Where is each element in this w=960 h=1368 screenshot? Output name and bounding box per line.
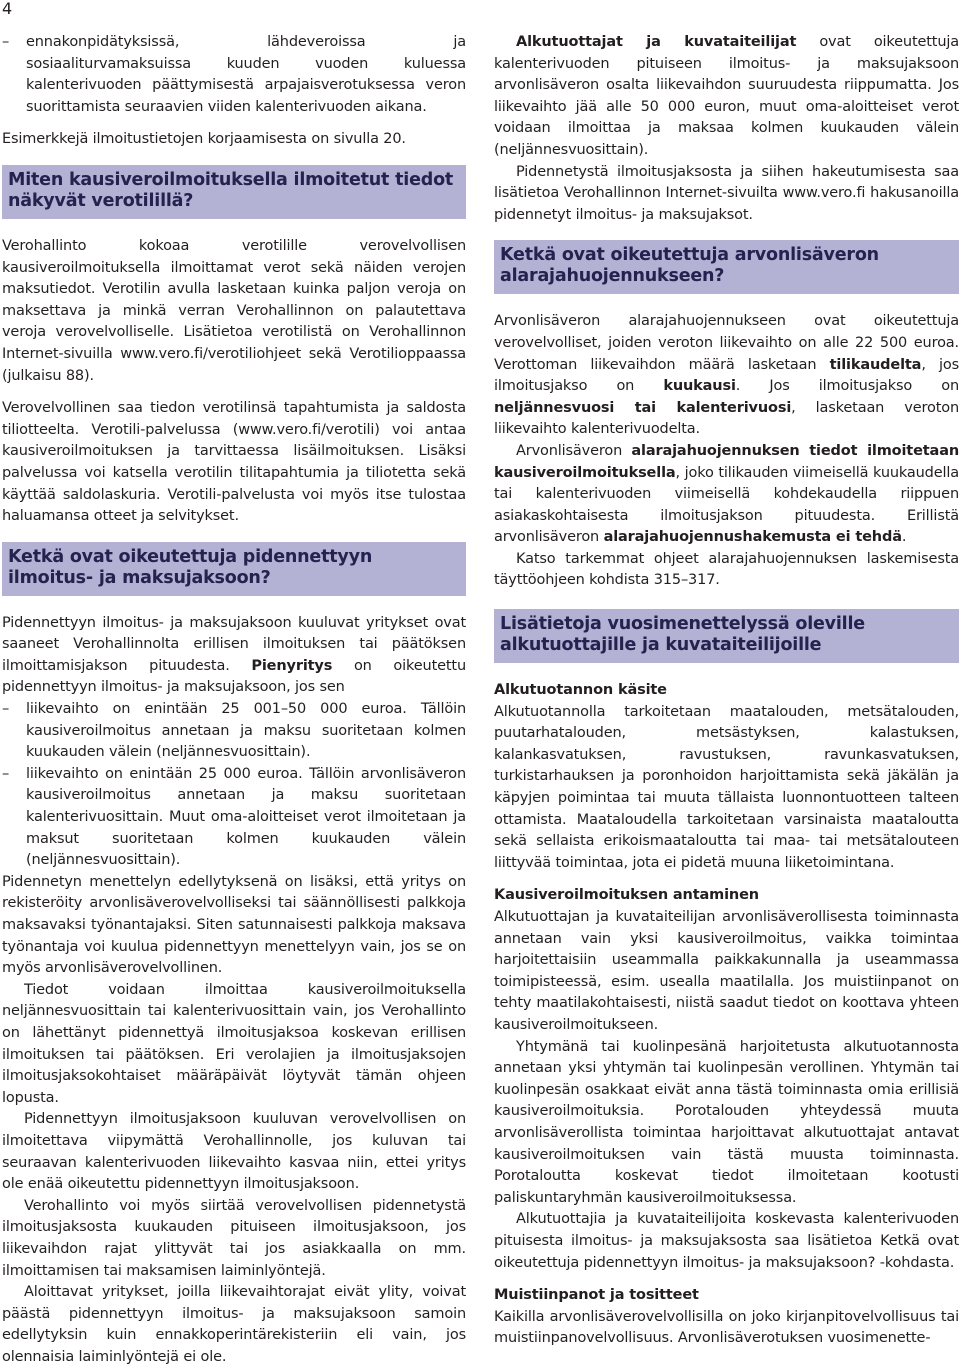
paragraph: Aloittavat yritykset, joilla liikevaihtorajat eivät ylity, voivat päästä pidennettyyn ilmoitus- ja maksujaksoon samoin edellytyksin kuin ennakkoperintärekisteriin eli vain, jos olennaisia laiminlyöntejä ei ole. bbox=[2, 1284, 466, 1365]
paragraph: Verohallinto voi myös siirtää verovelvollisen pidennetystä ilmoitusjaksosta kuukauden pituiseen ilmoitusjaksoon, jos liikevaihdon rajat ylittyvät tai jos asiakkaalla on mm. ilmoittamisen tai maksamisen laiminlyöntejä. bbox=[2, 1197, 466, 1279]
section-heading: Miten kausiveroilmoituksella ilmoitetut tiedot näkyvät verotilillä? bbox=[2, 165, 466, 219]
list-item: – ennakonpidätyksissä, lähdeveroissa ja sosiaaliturvamaksuissa kuuden vuoden kuluessa kalenterivuoden päättymisestä arpajaisverotuksessa veron suorittamista seuraavien viiden kalenterivuoden aikana. bbox=[2, 32, 466, 118]
list-item: – liikevaihto on enintään 25 000 euroa. Tällöin arvonlisäveron kausiveroilmoitus annetaan ja maksu suoritetaan kalenterivuosittain. Muut oma-aloitteiset verot ilmoitetaan ja maksut suoritetaan kolmen kuukauden välein (neljännesvuosittain). bbox=[2, 764, 466, 872]
section-heading: Ketkä ovat oikeutettuja arvonlisäveron alarajahuojennukseen? bbox=[494, 240, 959, 294]
intro-note: Esimerkkejä ilmoitustietojen korjaamisesta on sivulla 20. bbox=[2, 131, 406, 148]
intro-list bbox=[2, 32, 466, 118]
paragraph: Pidennettyyn ilmoitus- ja maksujaksoon kuuluvat yritykset ovat saaneet Verohallinnolta erillisen ilmoituksen tai päätöksen ilmoittamisjakson pituudesta. Pienyritys on oikeutettu pidennettyyn ilmoitus- ja maksujaksoon, jos sen bbox=[2, 614, 466, 696]
paragraph: Yhtymänä tai kuolinpesänä harjoitetusta alkutuotannosta annetaan yksi yhtymän tai kuolinpesän verollinen. Yhtymän tai kuolinpesän osakkaat eivät anna tästä toiminnasta omia erillisiä kausiveroilmoituksia. Porotalouden yhteydessä muuta arvonlisäverollista toimintaa harjoittavat alkutuottajat antavat kausiveroilmoituksen vain tästä muusta toiminnasta. Porotaloutta koskevat tiedot ilmoitetaan kootusti paliskuntaryhmän kausiveroilmoituksessa. bbox=[494, 1038, 959, 1206]
paragraph: Pidennetyn menettelyn edellytyksenä on lisäksi, että yritys on rekisteröity arvonlisäverovelvolliseksi tai säännöllisesti palkkoja maksavaksi työnantajaksi. Siten satunnaisesti palkkoja maksava työnantaja voi kuulua pidennettyyn menettelyyn vain, jos se on myös arvonlisäverovelvollinen. bbox=[2, 873, 466, 977]
paragraph: Alkutuotannolla tarkoitetaan maatalouden, metsätalouden, puutarhatalouden, metsästyksen, kalastuksen, kalankasvatuksen, ravustuksen, ravunkasvatuksen, turkistarhauksen ja poronhoidon harjoittamista sekä jäkälän ja käpyjen poimintaa tai muuta tällaista luonnontuotteen talteen ottamista. Maataloudella tarkoitetaan varsinaista maataloutta sekä sellaista erikoismaataloutta tai maa- tai metsätalouteen liittyvää toimintaa, jota ei pidetä muuna liiketoimintana. bbox=[494, 703, 959, 871]
section-heading: Ketkä ovat oikeutettuja pidennettyyn ilmoitus- ja maksujaksoon? bbox=[2, 542, 466, 596]
paragraph: Verohallinto kokoaa verotilille verovelvollisen kausiveroilmoituksella ilmoittamat verot sekä näiden verojen maksutiedot. Verotilin avulla lasketaan kuinka paljon veroja on maksettava ja minkä verran Verohallinnon on palautettava veroja verovelvolliselle. Lisätietoa verotilistä on Verohallinnon Internet-sivuilla www.vero.fi/verotiliohjeet sekä Verotilioppaassa (julkaisu 88). bbox=[2, 237, 466, 384]
paragraph: Alkutuottajia ja kuvataiteilijoita koskevasta kalenterivuoden pituisesta ilmoitus- ja maksujaksosta saa lisätietoa Ketkä ovat oikeutettuja pidennettyyn ilmoitus- ja maksujaksoon? -kohdasta. bbox=[494, 1211, 959, 1271]
paragraph: Pidennettyyn ilmoitusjaksoon kuuluvan verovelvollisen on ilmoitettava viipymättä Verohallinnolle, jos kuluvan tai seuraavan kalenterivuoden liikevaihto kasvaa niin, ettei yritys ole enää oikeutettu pidennettyyn ilmoitusjaksoon. bbox=[2, 1111, 466, 1193]
section-heading: Lisätietoja vuosimenettelyssä oleville alkutuottajille ja kuvataiteilijoille bbox=[494, 609, 959, 663]
left-column bbox=[2, 32, 466, 1368]
paragraph: Alkutuottajan ja kuvataiteilijan arvonlisäverollisesta toiminnasta annetaan vain yksi kausiveroilmoitus, vaikka toimintaa harjoitettaisiin useammalla paikkakunnalla ja useammassa toimipisteessä, esim. usealla maatilalla. Jos muistiinpanot on tehty maatilakohtaisesti, niistä saadut tiedot on koottava yhteen kausiveroilmoitukseen. bbox=[494, 909, 959, 1033]
subheading: Muistiinpanot ja tositteet bbox=[494, 1287, 699, 1304]
paragraph: Kaikilla arvonlisäverovelvollisilla on joko kirjanpitovelvollisuus tai muistiinpanovelvollisuus. Arvonlisäverotuksen vuosimenette- bbox=[494, 1308, 959, 1347]
paragraph: Alkutuottajat ja kuvataiteilijat ovat oikeutettuja kalenterivuoden pituiseen ilmoitus- ja maksujaksoon arvonlisäveron osalta liikevaihdon suuruudesta riippumatta. Jos liikevaihto jää alle 50 000 euron, muut oma-aloitteiset verot voidaan ilmoittaa ja maksaa kolmen kuukauden välein (neljännesvuosittain). bbox=[494, 34, 959, 158]
subheading: Kausiveroilmoituksen antaminen bbox=[494, 887, 759, 904]
subheading: Alkutuotannon käsite bbox=[494, 682, 667, 699]
right-column bbox=[494, 32, 959, 1350]
paragraph: Tiedot voidaan ilmoittaa kausiveroilmoituksella neljännesvuosittain tai kalenterivuosittain vain, jos Verohallinto on lähettänyt pidennettyä ilmoitusjaksoa koskevan erillisen ilmoituksen tai päätöksen. Eri verolajien ja ilmoitusjaksojen ilmoitusjaksokohtaiset määräpäivät löytyvät tämän ohjeen lopusta. bbox=[2, 981, 466, 1106]
paragraph: Pidennetystä ilmoitusjaksosta ja siihen hakeutumisesta saa lisätietoa Verohallinnon Internet-sivuilta www.vero.fi hakusanoilla pidennetyt ilmoitus- ja maksujaksot. bbox=[494, 163, 959, 223]
paragraph: Arvonlisäveron alarajahuojennuksen tiedot ilmoitetaan kausiveroilmoituksella, joko tilikauden viimeisellä kuukaudella tai kalenterivuoden viimeisellä kohdekaudella riippuen asiakaskohtaisesta ilmoitusjakson pituudesta. Erillistä arvonlisäveron alarajahuojennushakemusta ei tehdä. bbox=[494, 442, 959, 546]
list-item: – liikevaihto on enintään 25 001–50 000 euroa. Tällöin kausiveroilmoitus annetaan ja maksu suoritetaan kolmen kuukauden välein (neljännesvuosittain). bbox=[2, 699, 466, 764]
paragraph: Verovelvollinen saa tiedon verotilinsä tapahtumista ja saldosta tiliotteelta. Verotili-palvelussa (www.vero.fi/verotili) voi antaa kausiveroilmoituksen ja tarvittaessa lisäilmoituksen. Lisäksi palvelussa voi katsella verotilin tilitapahtumia ja tiliotetta sekä käyttää saldolaskuria. Verotili-palvelusta voi myös itse tulostaa haluamansa otteet ja selvitykset. bbox=[2, 400, 466, 525]
eligibility-list bbox=[2, 699, 466, 872]
paragraph: Arvonlisäveron alarajahuojennukseen ovat oikeutettuja verovelvolliset, joiden veroton liikevaihto on alle 22 500 euroa. Verottoman liikevaihdon määrä lasketaan tilikaudelta, jos ilmoitusjakso on kuukausi. Jos ilmoitusjakso on neljännesvuosi tai kalenterivuosi, lasketaan veroton liikevaihto kalenterivuodelta. bbox=[494, 313, 959, 438]
page-number: 4 bbox=[2, 0, 13, 18]
paragraph: Katso tarkemmat ohjeet alarajahuojennuksen laskemisesta täyttöohjeen kohdista 315–317. bbox=[494, 550, 959, 589]
